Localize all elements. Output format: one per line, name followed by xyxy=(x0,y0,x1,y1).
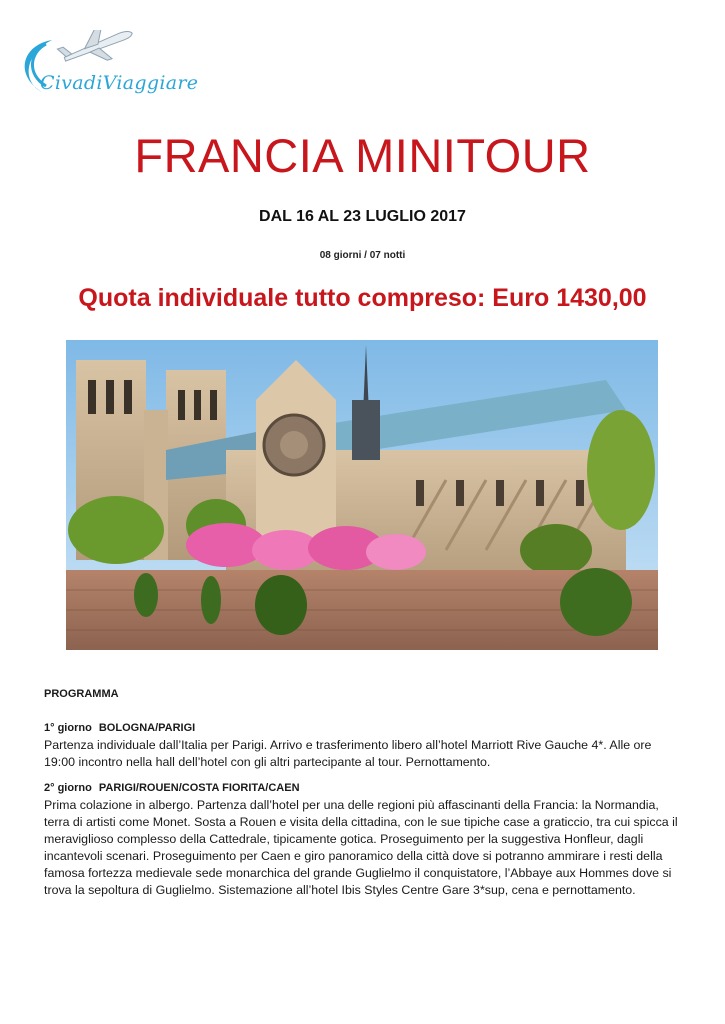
cathedral-illustration xyxy=(66,340,658,650)
brand-name: CivadiViaggiare xyxy=(40,72,199,94)
day-number: 2° giorno xyxy=(44,782,92,794)
program-heading: PROGRAMMA xyxy=(44,688,119,700)
brand-logo xyxy=(12,30,212,110)
tour-duration: 08 giorni / 07 notti xyxy=(319,250,406,261)
tour-dates: DAL 16 AL 23 LUGLIO 2017 xyxy=(259,208,466,225)
day-route: BOLOGNA/PARIGI xyxy=(98,722,196,734)
notre-dame-photo xyxy=(66,340,658,650)
day-route: PARIGI/ROUEN/COSTA FIORITA/CAEN xyxy=(98,782,300,794)
program-section xyxy=(44,686,684,908)
day-number: 1° giorno xyxy=(44,722,92,734)
day-title xyxy=(44,720,684,737)
airplane-logo-icon xyxy=(12,30,212,110)
page-title: FRANCIA MINITOUR xyxy=(134,129,591,182)
day-description: Partenza individuale dall’Italia per Parigi. Arrivo e trasferimento libero all’hotel Marriott Rive Gauche 4*. Alle ore 19:00 incontro nella hall dell’hotel con gli altri partecipante al tour. Pernottamento. xyxy=(44,738,652,769)
day-block xyxy=(44,780,684,899)
day-block xyxy=(44,720,684,771)
day-description: Prima colazione in albergo. Partenza dall’hotel per una delle regioni più affascinanti della Francia: la Normandia, terra di artisti come Monet. Sosta a Rouen e visita della cittadina, con le sue tipiche case a graticcio, tra cui spicca il meraviglioso complesso della Cattedrale, tipicamente gotica. Proseguimento per la suggestiva Honfleur, dagli incantevoli scenari. Proseguimento per Caen e giro panoramico della città dove si potranno ammirare i resti della famosa fortezza medievale sede monarchica del grande Guglielmo il conquistatore, l’Abbaye aux Hommes dove si trova la sepoltura di Guglielmo. Sistemazione all’hotel Ibis Styles Centre Gare 3*sup, cena e pernottamento. xyxy=(44,798,678,897)
tour-price: Quota individuale tutto compreso: Euro 1430,00 xyxy=(78,284,647,312)
day-title xyxy=(44,780,684,797)
